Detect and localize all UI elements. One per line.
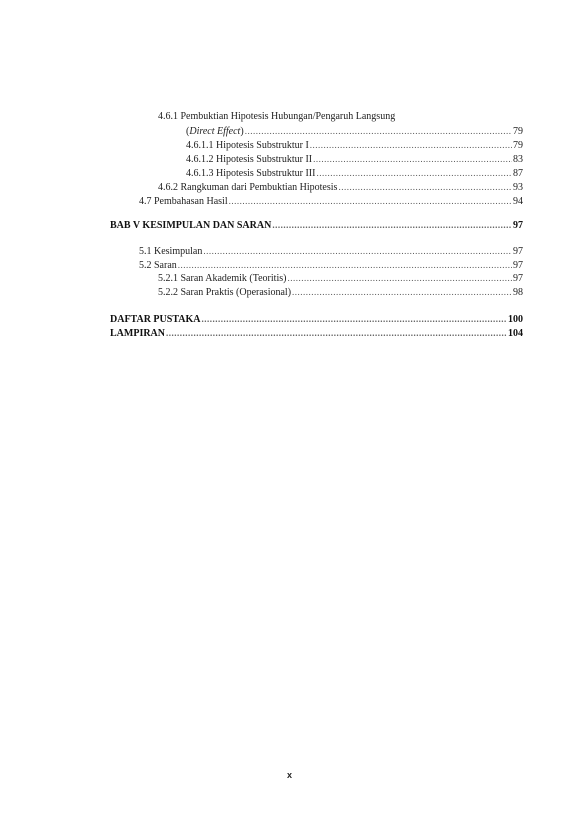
- toc-entry-label: (Direct Effect): [186, 126, 244, 137]
- toc-entry-label: 4.6.1.2 Hipotesis Substruktur II: [186, 154, 313, 165]
- toc-entry-label: 5.1 Kesimpulan: [139, 246, 203, 257]
- toc-entry-bab-v: [110, 218, 523, 232]
- toc-entry-label: BAB V KESIMPULAN DAN SARAN: [110, 220, 272, 231]
- dot-leader: [178, 258, 512, 272]
- toc-entry-4-6-1-3: [186, 166, 523, 180]
- dot-leader: [287, 271, 512, 285]
- dot-leader: [245, 124, 512, 138]
- toc-entry-4-7: [139, 194, 523, 208]
- toc-entry-label: DAFTAR PUSTAKA: [110, 314, 201, 325]
- toc-entry-5-1: [139, 244, 523, 258]
- toc-entry-label: LAMPIRAN: [110, 328, 165, 339]
- dot-leader: [201, 312, 507, 326]
- toc-entry-label: 5.2.2 Saran Praktis (Operasional): [158, 287, 292, 298]
- dot-leader: [292, 285, 512, 299]
- toc-entry-page: 97: [513, 220, 523, 231]
- toc-entry-lampiran: [110, 326, 523, 340]
- toc-entry-page: 97: [513, 246, 523, 257]
- dot-leader: [272, 218, 512, 232]
- toc-entry-page: 97: [513, 260, 523, 271]
- toc-entry-daftar-pustaka: [110, 312, 523, 326]
- toc-entry-5-2-1: [158, 271, 523, 285]
- toc-entry-label: 5.2 Saran: [139, 260, 177, 271]
- dot-leader: [316, 166, 512, 180]
- dot-leader: [338, 180, 512, 194]
- toc-entry-5-2-2: [158, 285, 523, 299]
- toc-entry-label: 4.7 Pembahasan Hasil: [139, 196, 228, 207]
- dot-leader: [203, 244, 512, 258]
- toc-entry-page: 104: [508, 328, 523, 339]
- toc-entry-page: 100: [508, 314, 523, 325]
- toc-entry-label: 4.6.1 Pembuktian Hipotesis Hubungan/Pengaruh Langsung: [158, 111, 396, 122]
- toc-entry-4-6-1-1: [186, 138, 523, 152]
- toc-entry-4-6-1: [158, 110, 395, 124]
- toc-entry-page: 93: [513, 182, 523, 193]
- toc-entry-5-2: [139, 258, 523, 272]
- toc-entry-page: 79: [513, 126, 523, 137]
- toc-entry-page: 83: [513, 154, 523, 165]
- toc-entry-4-6-1-2: [186, 152, 523, 166]
- page-number: x: [286, 770, 292, 780]
- toc-entry-page: 87: [513, 168, 523, 179]
- toc-entry-label: 5.2.1 Saran Akademik (Teoritis): [158, 273, 287, 284]
- toc-entry-label: 4.6.2 Rangkuman dari Pembuktian Hipotesis: [158, 182, 338, 193]
- toc-entry-page: 98: [513, 287, 523, 298]
- toc-entry-page: 94: [513, 196, 523, 207]
- toc-entry-direct-effect: [186, 124, 523, 138]
- dot-leader: [313, 152, 512, 166]
- dot-leader: [310, 138, 512, 152]
- dot-leader: [229, 194, 512, 208]
- dot-leader: [166, 326, 507, 340]
- toc-entry-page: 79: [513, 140, 523, 151]
- toc-entry-label: 4.6.1.1 Hipotesis Substruktur I: [186, 140, 309, 151]
- toc-entry-4-6-2: [158, 180, 523, 194]
- toc-entry-page: 97: [513, 273, 523, 284]
- toc-entry-label: 4.6.1.3 Hipotesis Substruktur III: [186, 168, 316, 179]
